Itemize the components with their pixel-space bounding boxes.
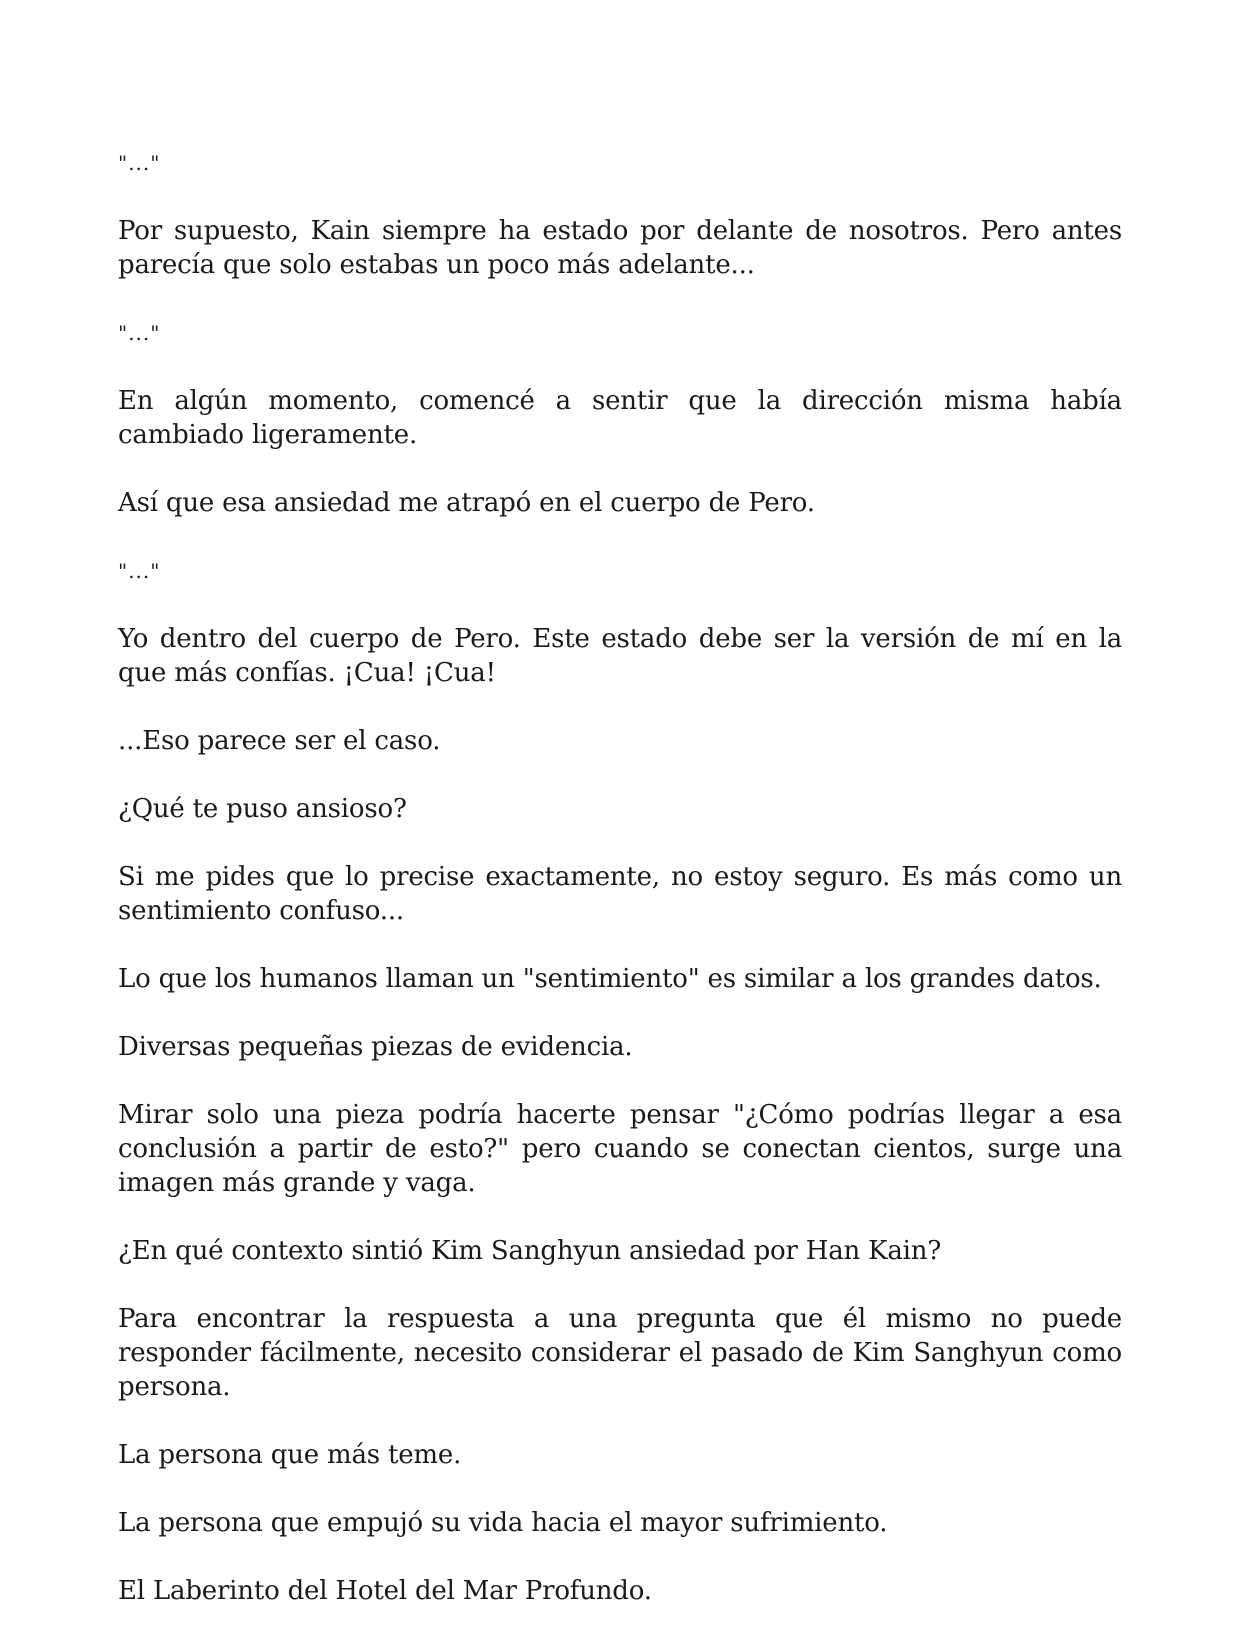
- paragraph: Mirar solo una pieza podría hacerte pensar "¿Cómo podrías llegar a esa conclusión a partir de esto?" pero cuando se conectan cientos, surge una imagen más grande y vaga.: [118, 1100, 1122, 1198]
- dialogue-ellipsis: "...": [118, 559, 161, 583]
- paragraph: Si me pides que lo precise exactamente, no estoy seguro. Es más como un sentimiento confuso...: [118, 862, 1122, 926]
- paragraph: Para encontrar la respuesta a una pregunta que él mismo no puede responder fácilmente, necesito considerar el pasado de Kim Sanghyun como persona.: [118, 1304, 1122, 1402]
- paragraph: ¿En qué contexto sintió Kim Sanghyun ansiedad por Han Kain?: [118, 1236, 942, 1266]
- paragraph: ¿Qué te puso ansioso?: [118, 794, 407, 824]
- paragraph: Diversas pequeñas piezas de evidencia.: [118, 1032, 633, 1062]
- paragraph: La persona que más teme.: [118, 1440, 462, 1470]
- paragraph: Así que esa ansiedad me atrapó en el cuerpo de Pero.: [118, 488, 815, 518]
- paragraph: Yo dentro del cuerpo de Pero. Este estado debe ser la versión de mí en la que más confías. ¡Cua! ¡Cua!: [118, 624, 1122, 688]
- paragraph: Por supuesto, Kain siempre ha estado por delante de nosotros. Pero antes parecía que solo estabas un poco más adelante...: [118, 216, 1122, 280]
- paragraph: La persona que empujó su vida hacia el mayor sufrimiento.: [118, 1508, 888, 1538]
- dialogue-ellipsis: "...": [118, 151, 161, 175]
- paragraph: El Laberinto del Hotel del Mar Profundo.: [118, 1576, 652, 1606]
- dialogue-ellipsis: "...": [118, 321, 161, 345]
- paragraph: En algún momento, comencé a sentir que la dirección misma había cambiado ligeramente.: [118, 386, 1122, 450]
- document-body: [118, 146, 1122, 1642]
- paragraph: ...Eso parece ser el caso.: [118, 726, 441, 756]
- paragraph: Lo que los humanos llaman un "sentimiento" es similar a los grandes datos.: [118, 964, 1102, 994]
